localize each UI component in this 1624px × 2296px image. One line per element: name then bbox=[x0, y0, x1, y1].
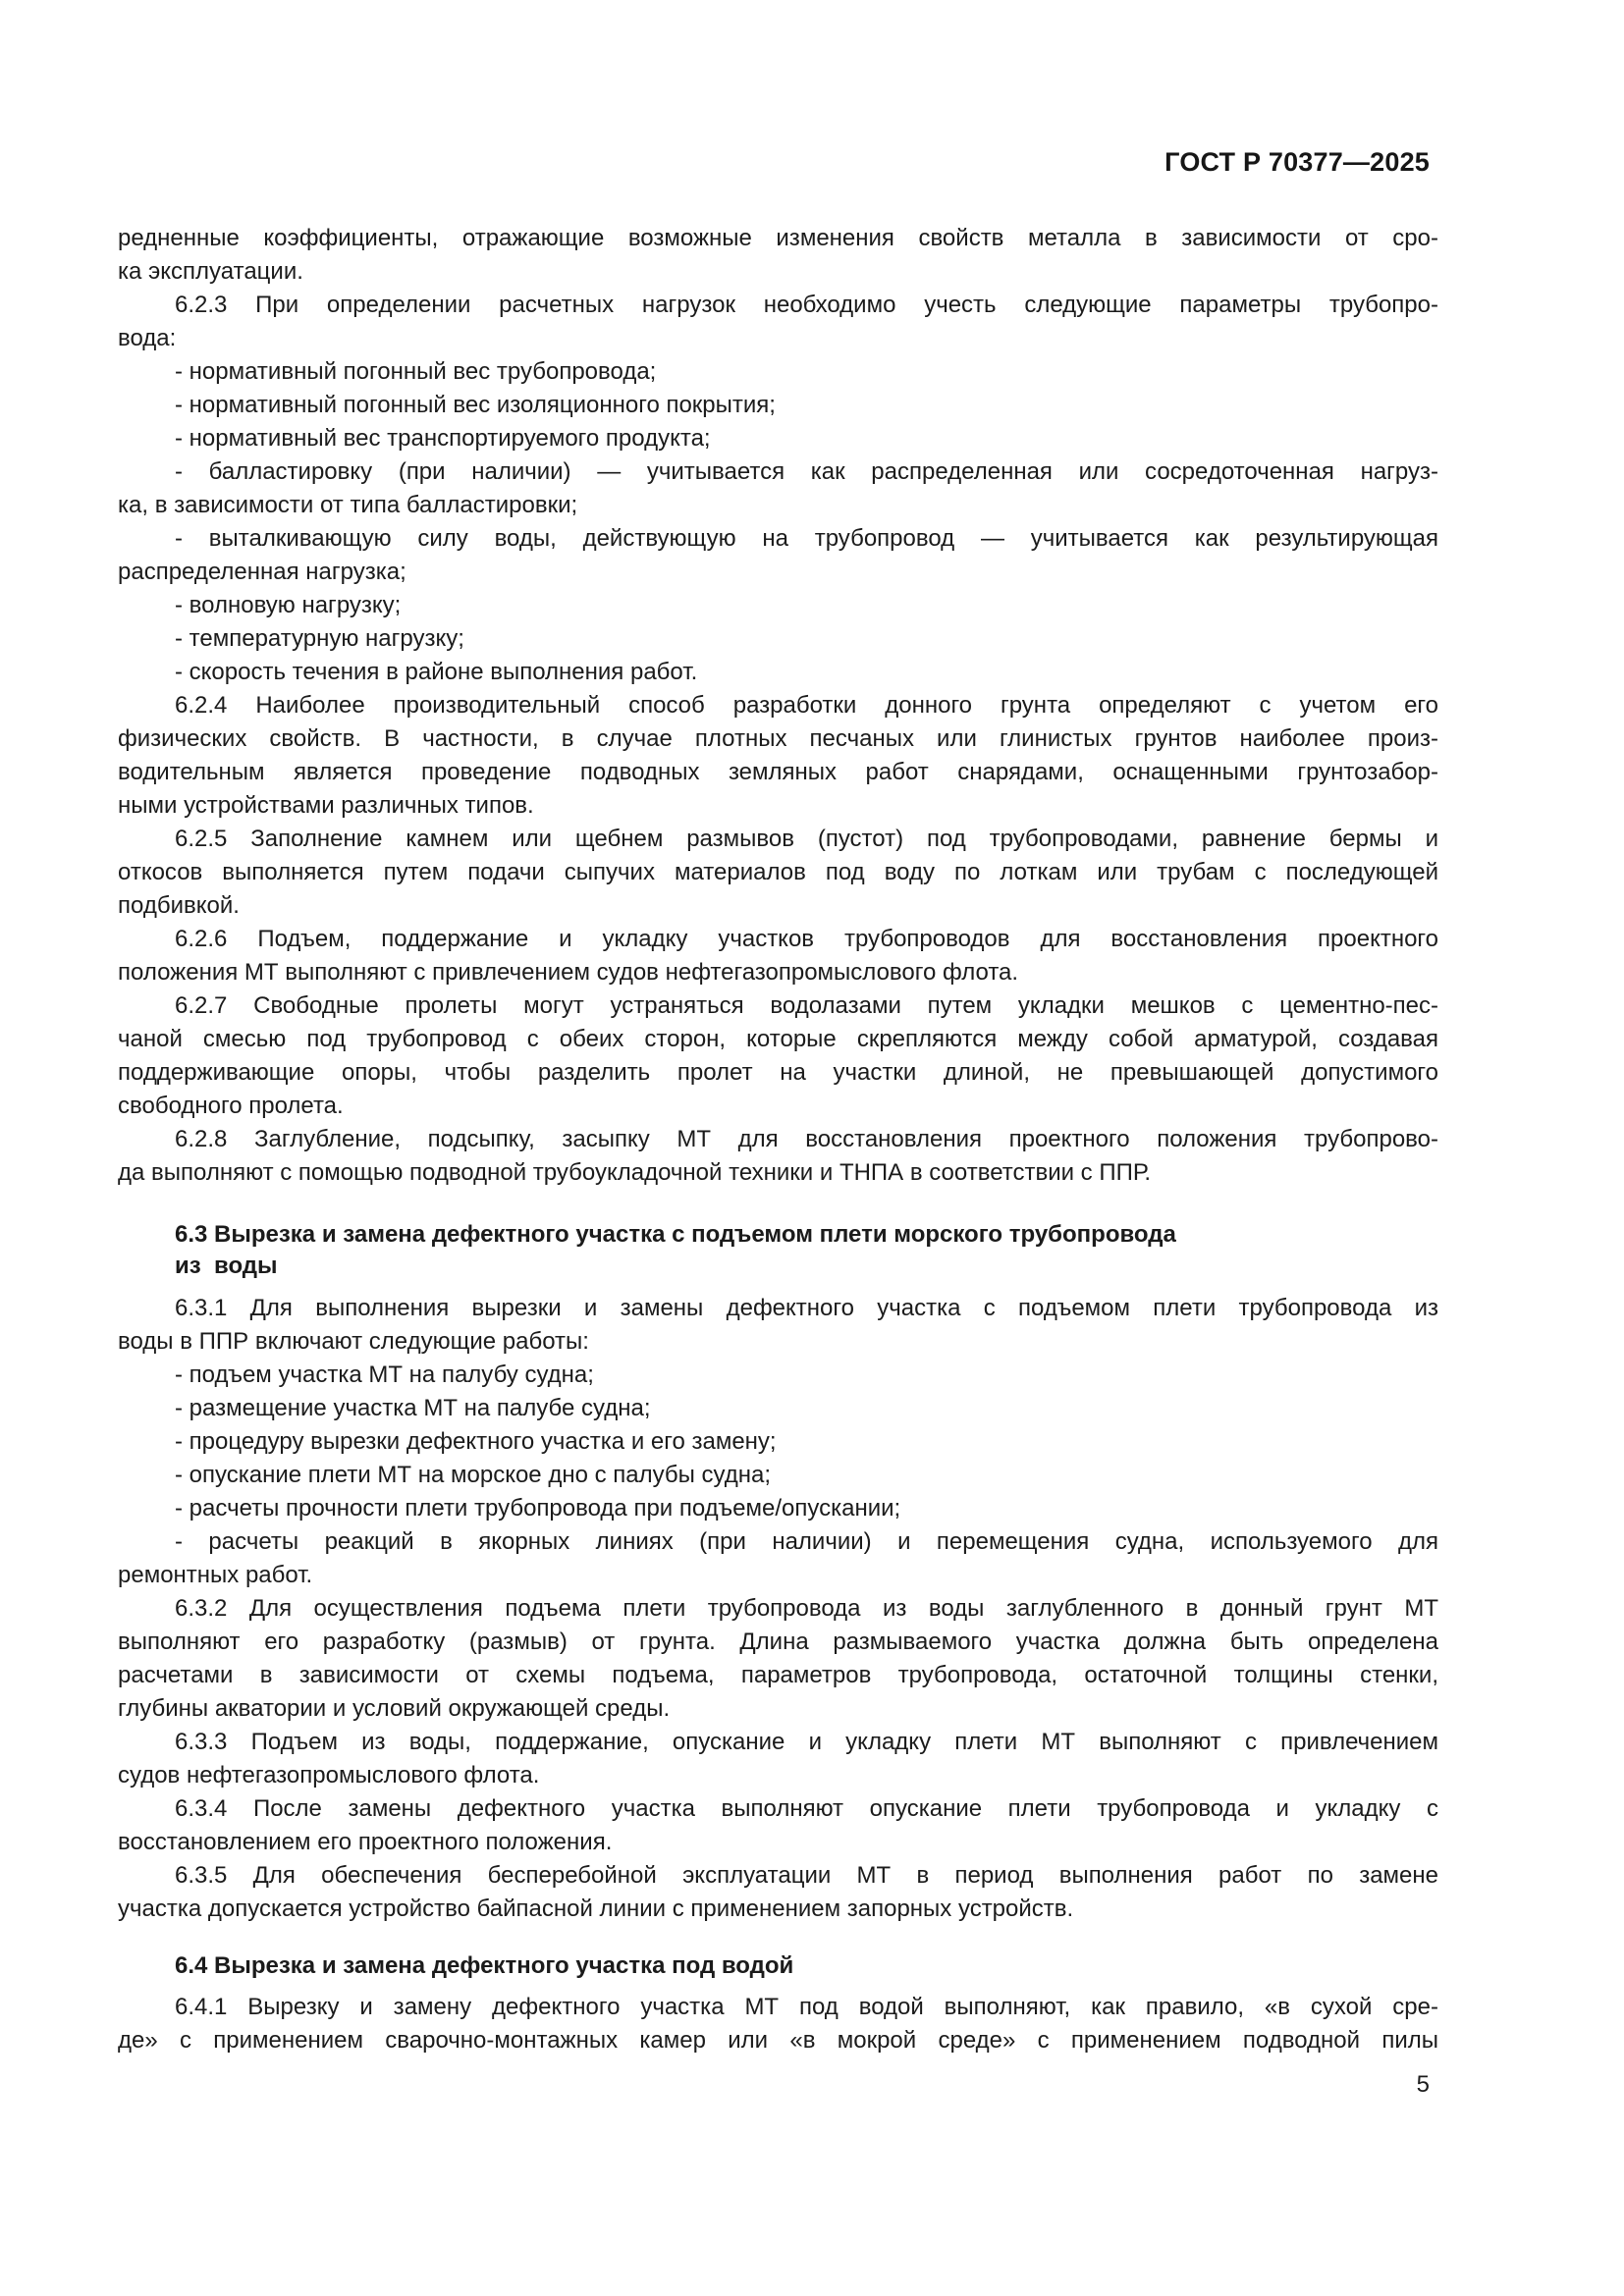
text-line: положения МТ выполняют с привлечением судов нефтегазопромыслового флота. bbox=[118, 959, 1019, 986]
text-line: редненные коэффициенты, отражающие возможные изменения свойств металла в зависимости от сро- bbox=[118, 225, 1438, 251]
text-line: участка допускается устройство байпасной линии с применением запорных устройств. bbox=[118, 1896, 1074, 1922]
text-line: ка эксплуатации. bbox=[118, 258, 303, 285]
text-line: - балластировку (при наличии) — учитывается как распределенная или сосредоточенная нагруз- bbox=[175, 458, 1438, 485]
text-line: 6.2.6 Подъем, поддержание и укладку участков трубопроводов для восстановления проектного bbox=[175, 926, 1438, 952]
text-line: - нормативный вес транспортируемого продукта; bbox=[175, 425, 711, 452]
text-line: 6.2.8 Заглубление, подсыпку, засыпку МТ для восстановления проектного положения трубопрово- bbox=[175, 1126, 1438, 1152]
text-line: 6.3.3 Подъем из воды, поддержание, опускание и укладку плети МТ выполняют с привлечением bbox=[175, 1729, 1438, 1755]
text-line: - скорость течения в районе выполнения работ. bbox=[175, 659, 698, 685]
text-line: физических свойств. В частности, в случае плотных песчаных или глинистых грунтов наиболее произ- bbox=[118, 725, 1438, 752]
text-line: свободного пролета. bbox=[118, 1093, 344, 1119]
text-line: - процедуру вырезки дефектного участка и его замену; bbox=[175, 1428, 777, 1455]
text-line: воды в ППР включают следующие работы: bbox=[118, 1328, 589, 1355]
text-line: де» с применением сварочно-монтажных камер или «в мокрой среде» с применением подводной пилы bbox=[118, 2027, 1438, 2054]
text-line: 6.3.4 После замены дефектного участка выполняют опускание плети трубопровода и укладку с bbox=[175, 1795, 1438, 1822]
text-line: вода: bbox=[118, 325, 177, 351]
text-line: 6.4.1 Вырезку и замену дефектного участка МТ под водой выполняют, как правило, «в сухой сре- bbox=[175, 1994, 1438, 2020]
text-line: водительным является проведение подводных земляных работ снарядами, оснащенными грунтозабор- bbox=[118, 759, 1438, 785]
text-line: - опускание плети МТ на морское дно с палубы судна; bbox=[175, 1462, 772, 1488]
text-line: ка, в зависимости от типа балластировки; bbox=[118, 492, 578, 518]
text-line: - нормативный погонный вес трубопровода; bbox=[175, 358, 657, 385]
section-6-4-heading: 6.4 Вырезка и замена дефектного участка под водой bbox=[175, 1952, 794, 1979]
text-line: - температурную нагрузку; bbox=[175, 625, 464, 652]
text-line: расчетами в зависимости от схемы подъема, параметров трубопровода, остаточной толщины стенки, bbox=[118, 1662, 1438, 1688]
text-line: 6.2.5 Заполнение камнем или щебнем размывов (пустот) под трубопроводами, равнение бермы и bbox=[175, 826, 1438, 852]
document-id-header: ГОСТ Р 70377—2025 bbox=[1164, 147, 1430, 177]
text-line: чаной смесью под трубопровод с обеих сторон, которые скрепляются между собой арматурой, создавая bbox=[118, 1026, 1438, 1052]
text-line: - размещение участка МТ на палубе судна; bbox=[175, 1395, 651, 1421]
text-line: 6.2.7 Свободные пролеты могут устраняться водолазами путем укладки мешков с цементно-пес- bbox=[175, 992, 1438, 1019]
text-line: распределенная нагрузка; bbox=[118, 559, 406, 585]
text-line: 6.3.1 Для выполнения вырезки и замены дефектного участка с подъемом плети трубопровода из bbox=[175, 1295, 1438, 1321]
text-line: 6.2.3 При определении расчетных нагрузок необходимо учесть следующие параметры трубопро- bbox=[175, 292, 1438, 318]
text-line: восстановлением его проектного положения. bbox=[118, 1829, 613, 1855]
text-line: 6.2.4 Наиболее производительный способ разработки донного грунта определяют с учетом его bbox=[175, 692, 1438, 719]
text-line: подбивкой. bbox=[118, 892, 240, 919]
text-line: - расчеты прочности плети трубопровода при подъеме/опускании; bbox=[175, 1495, 901, 1522]
text-line: откосов выполняется путем подачи сыпучих материалов под воду по лоткам или трубам с последующей bbox=[118, 859, 1438, 885]
text-line: 6.3.2 Для осуществления подъема плети трубопровода из воды заглубленного в донный грунт МТ bbox=[175, 1595, 1438, 1622]
text-line: да выполняют с помощью подводной трубоукладочной техники и ТНПА в соответствии с ППР. bbox=[118, 1159, 1151, 1186]
text-line: - волновую нагрузку; bbox=[175, 592, 402, 618]
text-line: выполняют его разработку (размыв) от грунта. Длина размываемого участка должна быть определена bbox=[118, 1629, 1438, 1655]
text-line: ремонтных работ. bbox=[118, 1562, 313, 1588]
section-6-3-heading-line1: 6.3 Вырезка и замена дефектного участка с подъемом плети морского трубопровода bbox=[175, 1221, 1176, 1248]
text-line: - нормативный погонный вес изоляционного покрытия; bbox=[175, 392, 776, 418]
section-6-3-heading-line2: из воды bbox=[175, 1253, 278, 1279]
text-line: судов нефтегазопромыслового флота. bbox=[118, 1762, 540, 1789]
text-line: ными устройствами различных типов. bbox=[118, 792, 534, 819]
page-number: 5 bbox=[1416, 2071, 1430, 2098]
text-line: - расчеты реакций в якорных линиях (при наличии) и перемещения судна, используемого для bbox=[175, 1528, 1438, 1555]
text-line: поддерживающие опоры, чтобы разделить пролет на участки длиной, не превышающей допустимого bbox=[118, 1059, 1438, 1086]
text-line: 6.3.5 Для обеспечения бесперебойной эксплуатации МТ в период выполнения работ по замене bbox=[175, 1862, 1438, 1889]
text-line: - подъем участка МТ на палубу судна; bbox=[175, 1362, 594, 1388]
text-line: - выталкивающую силу воды, действующую на трубопровод — учитывается как результирующая bbox=[175, 525, 1438, 552]
text-line: глубины акватории и условий окружающей среды. bbox=[118, 1695, 671, 1722]
